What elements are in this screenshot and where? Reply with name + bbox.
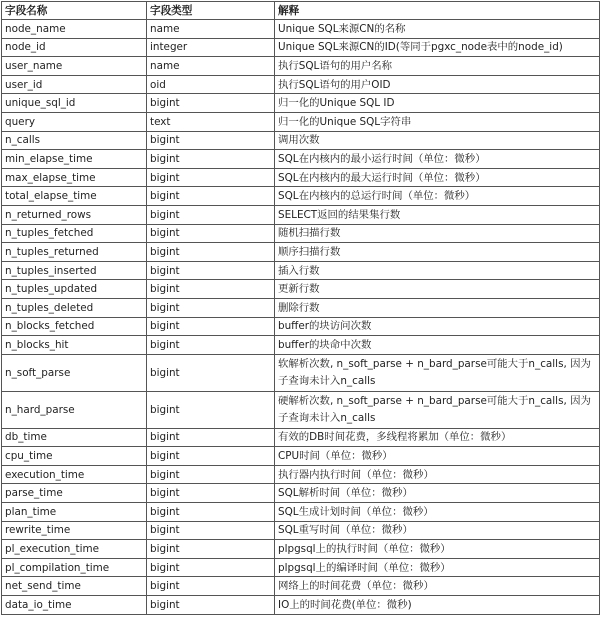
table-row — [2, 112, 600, 131]
field-description-cell: 有效的DB时间花费，多线程将累加（单位：微秒） — [275, 428, 600, 447]
table-row — [2, 428, 600, 447]
field-description-cell: CPU时间（单位：微秒） — [275, 447, 600, 466]
field-type-cell: bigint — [147, 521, 275, 540]
field-type-cell: name — [147, 20, 275, 39]
field-description-cell: 网络上的时间花费（单位：微秒） — [275, 577, 600, 596]
field-description-cell: SQL解析时间（单位：微秒） — [275, 484, 600, 503]
field-description-cell: 执行器内执行时间（单位：微秒） — [275, 465, 600, 484]
table-header-row — [2, 2, 600, 20]
table-row — [2, 447, 600, 466]
field-name-cell: cpu_time — [2, 447, 147, 466]
field-type-cell: bigint — [147, 503, 275, 522]
field-type-cell: bigint — [147, 205, 275, 224]
field-description-cell: buffer的块访问次数 — [275, 317, 600, 336]
field-type-cell: bigint — [147, 243, 275, 262]
field-description-cell: 归一化的Unique SQL字符串 — [275, 112, 600, 131]
field-description-cell: IO上的时间花费(单位：微秒) — [275, 596, 600, 615]
table-row — [2, 205, 600, 224]
field-type-cell: bigint — [147, 484, 275, 503]
field-description-cell: buffer的块命中次数 — [275, 336, 600, 355]
field-name-cell: plan_time — [2, 503, 147, 522]
table-row — [2, 336, 600, 355]
field-name-cell: pl_compilation_time — [2, 558, 147, 577]
table-row — [2, 317, 600, 336]
field-name-cell: n_tuples_inserted — [2, 261, 147, 280]
field-definition-table — [1, 1, 600, 615]
field-description-cell: SQL生成计划时间（单位：微秒） — [275, 503, 600, 522]
field-description-cell: 顺序扫描行数 — [275, 243, 600, 262]
field-type-cell: bigint — [147, 558, 275, 577]
field-type-cell: bigint — [147, 131, 275, 150]
field-description-cell: plpgsql上的编译时间（单位：微秒） — [275, 558, 600, 577]
field-name-cell: node_id — [2, 38, 147, 57]
field-type-cell: bigint — [147, 168, 275, 187]
table-row — [2, 354, 600, 391]
table-row — [2, 558, 600, 577]
table-row — [2, 577, 600, 596]
header-field-type: 字段类型 — [147, 2, 275, 20]
field-type-cell: bigint — [147, 336, 275, 355]
field-description-cell: Unique SQL来源CN的ID(等同于pgxc_node表中的node_id) — [275, 38, 600, 57]
field-description-cell: 执行SQL语句的用户OID — [275, 75, 600, 94]
field-name-cell: n_hard_parse — [2, 391, 147, 428]
table-row — [2, 94, 600, 113]
field-description-cell: 归一化的Unique SQL ID — [275, 94, 600, 113]
field-name-cell: user_name — [2, 57, 147, 76]
field-description-cell: Unique SQL来源CN的名称 — [275, 20, 600, 39]
field-name-cell: db_time — [2, 428, 147, 447]
field-type-cell: bigint — [147, 596, 275, 615]
field-type-cell: bigint — [147, 187, 275, 206]
table-row — [2, 391, 600, 428]
field-name-cell: max_elapse_time — [2, 168, 147, 187]
field-description-cell: 删除行数 — [275, 298, 600, 317]
field-type-cell: bigint — [147, 354, 275, 391]
field-type-cell: bigint — [147, 540, 275, 559]
field-name-cell: user_id — [2, 75, 147, 94]
field-name-cell: n_returned_rows — [2, 205, 147, 224]
field-type-cell: text — [147, 112, 275, 131]
table-row — [2, 168, 600, 187]
field-type-cell: bigint — [147, 298, 275, 317]
table-row — [2, 20, 600, 39]
field-type-cell: bigint — [147, 577, 275, 596]
field-type-cell: bigint — [147, 391, 275, 428]
field-name-cell: n_tuples_deleted — [2, 298, 147, 317]
field-description-cell: 插入行数 — [275, 261, 600, 280]
field-type-cell: bigint — [147, 261, 275, 280]
table-row — [2, 261, 600, 280]
table-row — [2, 521, 600, 540]
field-description-cell: SELECT返回的结果集行数 — [275, 205, 600, 224]
field-description-cell: SQL在内核内的最大运行时间（单位：微秒） — [275, 168, 600, 187]
field-name-cell: parse_time — [2, 484, 147, 503]
field-description-cell: 软解析次数, n_soft_parse + n_bard_parse可能大于n_calls, 因为子查询未计入n_calls — [275, 354, 600, 391]
field-description-cell: SQL在内核内的最小运行时间（单位：微秒） — [275, 150, 600, 169]
field-name-cell: n_tuples_updated — [2, 280, 147, 299]
table-row — [2, 298, 600, 317]
field-name-cell: n_tuples_returned — [2, 243, 147, 262]
field-type-cell: bigint — [147, 428, 275, 447]
field-type-cell: bigint — [147, 465, 275, 484]
table-row — [2, 243, 600, 262]
header-field-name: 字段名称 — [2, 2, 147, 20]
table-row — [2, 150, 600, 169]
field-name-cell: pl_execution_time — [2, 540, 147, 559]
field-type-cell: bigint — [147, 94, 275, 113]
table-row — [2, 131, 600, 150]
table-row — [2, 484, 600, 503]
field-type-cell: name — [147, 57, 275, 76]
field-name-cell: node_name — [2, 20, 147, 39]
field-type-cell: integer — [147, 38, 275, 57]
table-row — [2, 75, 600, 94]
field-type-cell: bigint — [147, 224, 275, 243]
field-type-cell: bigint — [147, 280, 275, 299]
field-description-cell: 执行SQL语句的用户名称 — [275, 57, 600, 76]
field-description-cell: SQL重写时间（单位：微秒） — [275, 521, 600, 540]
field-type-cell: bigint — [147, 150, 275, 169]
field-name-cell: n_tuples_fetched — [2, 224, 147, 243]
field-name-cell: n_blocks_fetched — [2, 317, 147, 336]
table-row — [2, 596, 600, 615]
field-type-cell: oid — [147, 75, 275, 94]
field-description-cell: 调用次数 — [275, 131, 600, 150]
table-row — [2, 57, 600, 76]
field-name-cell: unique_sql_id — [2, 94, 147, 113]
table-row — [2, 280, 600, 299]
field-name-cell: rewrite_time — [2, 521, 147, 540]
header-description: 解释 — [275, 2, 600, 20]
table-row — [2, 187, 600, 206]
field-name-cell: n_blocks_hit — [2, 336, 147, 355]
table-row — [2, 503, 600, 522]
field-name-cell: query — [2, 112, 147, 131]
field-name-cell: total_elapse_time — [2, 187, 147, 206]
table-row — [2, 38, 600, 57]
field-type-cell: bigint — [147, 317, 275, 336]
field-description-cell: 硬解析次数, n_soft_parse + n_bard_parse可能大于n_calls, 因为子查询未计入n_calls — [275, 391, 600, 428]
field-description-cell: SQL在内核内的总运行时间（单位：微秒） — [275, 187, 600, 206]
field-name-cell: min_elapse_time — [2, 150, 147, 169]
field-name-cell: net_send_time — [2, 577, 147, 596]
table-row — [2, 224, 600, 243]
field-type-cell: bigint — [147, 447, 275, 466]
table-row — [2, 540, 600, 559]
field-name-cell: execution_time — [2, 465, 147, 484]
field-name-cell: n_calls — [2, 131, 147, 150]
field-description-cell: plpgsql上的执行时间（单位：微秒） — [275, 540, 600, 559]
field-name-cell: data_io_time — [2, 596, 147, 615]
table-row — [2, 465, 600, 484]
field-description-cell: 随机扫描行数 — [275, 224, 600, 243]
field-name-cell: n_soft_parse — [2, 354, 147, 391]
field-description-cell: 更新行数 — [275, 280, 600, 299]
